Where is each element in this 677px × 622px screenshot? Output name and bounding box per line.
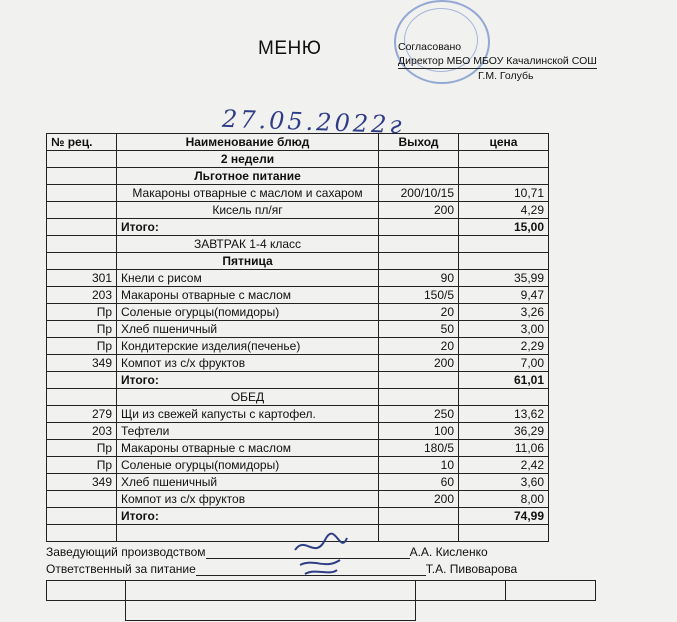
col-header-dish: Наименование блюд [117, 134, 379, 151]
section-row: ЗАВТРАК 1-4 класс [47, 236, 549, 253]
manager-role: Заведующий производством [46, 545, 206, 559]
table-row: Макароны отварные с маслом и сахаром 200/10/15 10,71 [47, 185, 549, 202]
section-row [47, 168, 549, 185]
handwritten-signature-icon [285, 530, 355, 580]
table-row: Пр Кондитерские изделия(печенье) 20 2,29 [47, 338, 549, 355]
section-row: ОБЕД [47, 389, 549, 406]
approval-line-2: Директор МБО МБОУ Качалинской СОШ [398, 55, 597, 67]
col-header-recipe: № рец. [47, 134, 117, 151]
section-row [47, 151, 549, 168]
table-row: 349 Компот из с/х фруктов 200 7,00 [47, 355, 549, 372]
table-row: Пр Макароны отварные с маслом 180/5 11,06 [47, 440, 549, 457]
responsible-name: Т.А. Пивоварова [425, 562, 518, 576]
total-row: Итого: 74,99 [47, 508, 549, 525]
approval-line-3: Г.М. Голубь [478, 70, 534, 82]
table-row: Пр Соленые огурцы(помидоры) 20 3,26 [47, 304, 549, 321]
col-header-yield: Выход [379, 134, 459, 151]
responsible-role: Ответственный за питание [46, 562, 196, 576]
table-row: 203 Макароны отварные с маслом 150/5 9,47 [47, 287, 549, 304]
table-row: Компот из с/х фруктов 200 8,00 [47, 491, 549, 508]
bottom-empty-table [46, 580, 596, 621]
empty-row [47, 601, 596, 621]
table-row: 279 Щи из свежей капусты с картофел. 250 13,62 [47, 406, 549, 423]
week-label: 2 недели [117, 151, 379, 168]
approval-block [398, 40, 597, 83]
table-row: Кисель пл/яг 200 4,29 [47, 202, 549, 219]
table-row: 301 Кнели с рисом 90 35,99 [47, 270, 549, 287]
approval-line-1: Согласовано [398, 41, 462, 53]
table-row: Пр Соленые огурцы(помидоры) 10 2,42 [47, 457, 549, 474]
document-title: МЕНЮ [258, 38, 322, 59]
handwritten-date: 27.05.2022г [221, 104, 405, 140]
empty-row [47, 581, 596, 601]
menu-table [46, 133, 549, 542]
table-header-row [47, 134, 549, 151]
col-header-price: цена [459, 134, 549, 151]
footer-responsible [46, 562, 517, 576]
total-row: Итого: 15,00 [47, 219, 549, 236]
table-row: 203 Тефтели 100 36,29 [47, 423, 549, 440]
table-row: 349 Хлеб пшеничный 60 3,60 [47, 474, 549, 491]
footer-manager [46, 545, 488, 559]
table-row: Пр Хлеб пшеничный 50 3,00 [47, 321, 549, 338]
manager-name: А.А. Кисленко [409, 545, 488, 559]
section-title: Льготное питание [117, 168, 379, 185]
section-row: Пятница [47, 253, 549, 270]
total-row: Итого: 61,01 [47, 372, 549, 389]
